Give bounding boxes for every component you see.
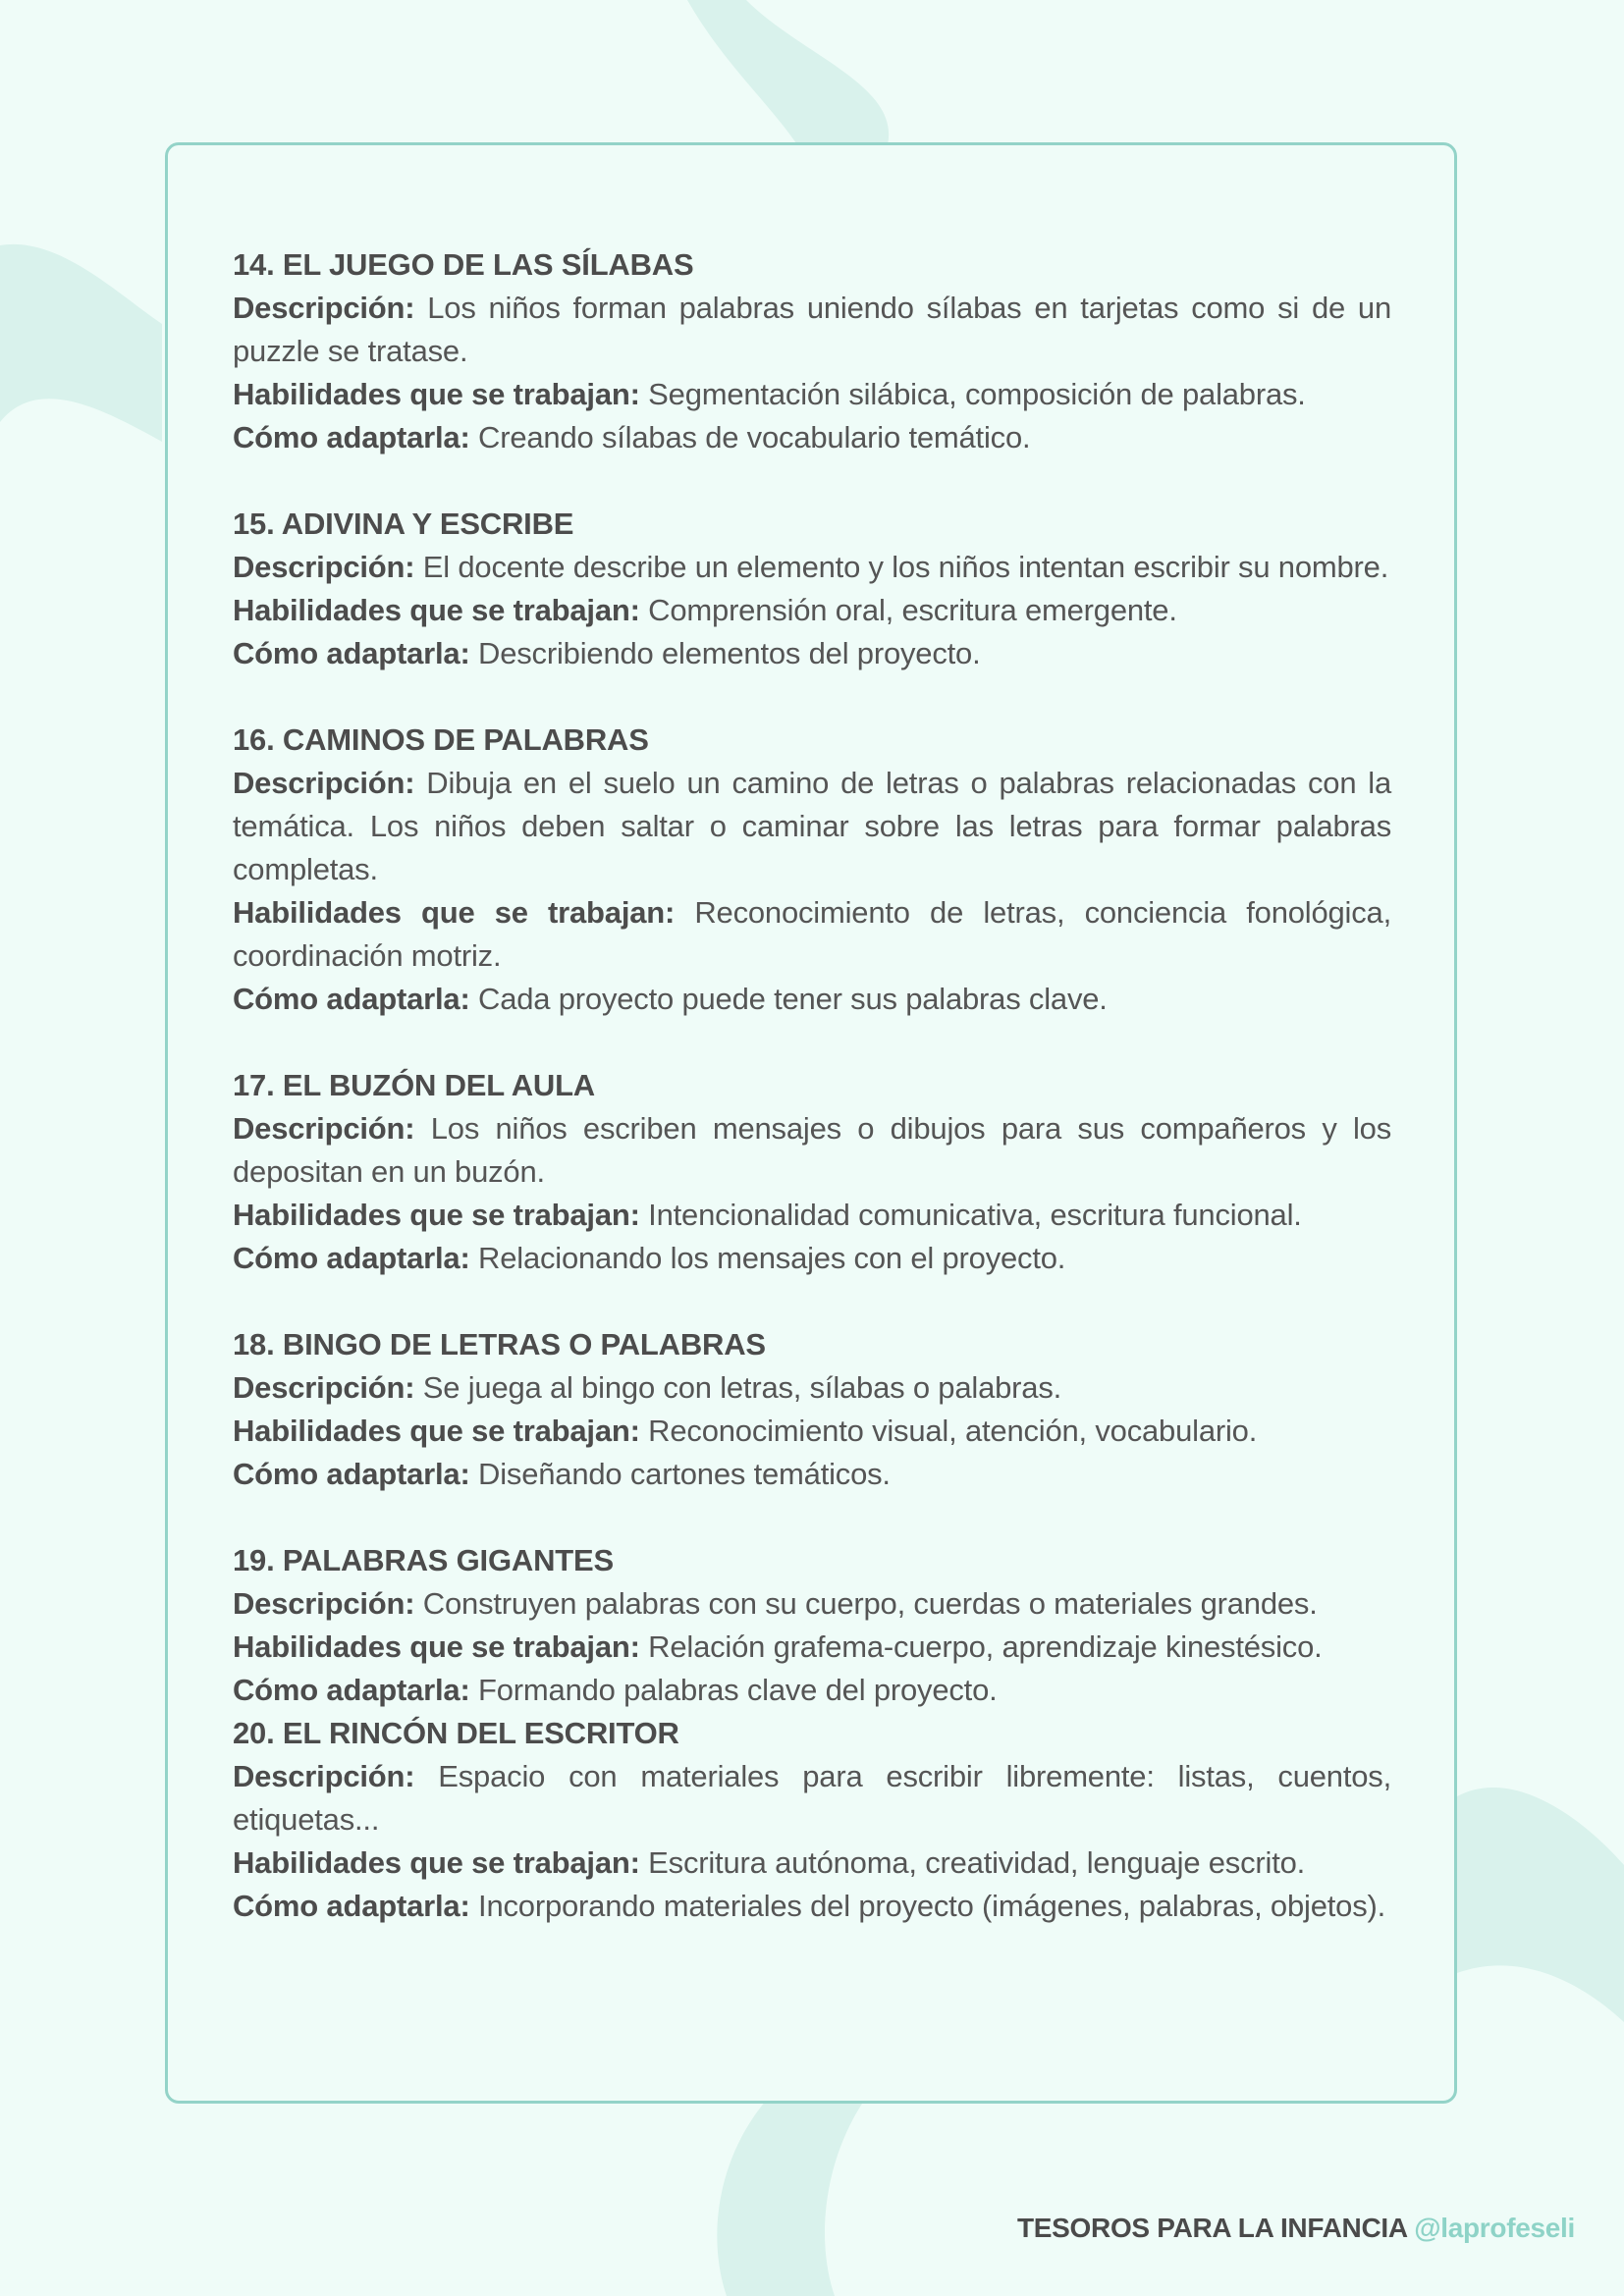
adapt-label: Cómo adaptarla: bbox=[233, 1673, 470, 1707]
activity-adapt bbox=[233, 1237, 1391, 1280]
adapt-text: Relacionando los mensajes con el proyecto. bbox=[478, 1241, 1066, 1275]
skills-label: Habilidades que se trabajan: bbox=[233, 377, 640, 411]
skills-text: Comprensión oral, escritura emergente. bbox=[648, 593, 1177, 627]
activity-description bbox=[233, 762, 1391, 891]
description-text: Los niños escriben mensajes o dibujos para sus compañeros y los depositan en un buzón. bbox=[233, 1111, 1392, 1189]
description-text: Espacio con materiales para escribir libremente: listas, cuentos, etiquetas... bbox=[233, 1759, 1391, 1837]
description-text: Se juega al bingo con letras, sílabas o palabras. bbox=[422, 1370, 1062, 1405]
activity-description bbox=[233, 1366, 1391, 1410]
activity-skills bbox=[233, 589, 1391, 632]
skills-label: Habilidades que se trabajan: bbox=[233, 895, 676, 930]
activity-description bbox=[233, 1107, 1391, 1194]
skills-text: Reconocimiento visual, atención, vocabulario. bbox=[648, 1414, 1258, 1448]
activity-description bbox=[233, 546, 1391, 589]
activity-skills bbox=[233, 891, 1391, 978]
adapt-text: Formando palabras clave del proyecto. bbox=[478, 1673, 998, 1707]
activity-18 bbox=[233, 1323, 1391, 1496]
activity-15 bbox=[233, 503, 1391, 675]
activity-title: 16. CAMINOS DE PALABRAS bbox=[233, 722, 649, 757]
skills-text: Segmentación silábica, composición de palabras. bbox=[648, 377, 1306, 411]
activity-title: 17. EL BUZÓN DEL AULA bbox=[233, 1068, 595, 1102]
activity-description bbox=[233, 287, 1391, 373]
activity-description bbox=[233, 1755, 1391, 1842]
skills-text: Intencionalidad comunicativa, escritura funcional. bbox=[648, 1198, 1302, 1232]
description-text: Dibuja en el suelo un camino de letras o palabras relacionadas con la temática. Los niños deben saltar o caminar sobre las letras para formar palabras completas. bbox=[233, 766, 1391, 886]
activity-17 bbox=[233, 1064, 1391, 1280]
description-label: Descripción: bbox=[233, 291, 415, 325]
activity-skills bbox=[233, 373, 1391, 416]
skills-label: Habilidades que se trabajan: bbox=[233, 1845, 640, 1880]
activity-adapt bbox=[233, 632, 1391, 675]
skills-label: Habilidades que se trabajan: bbox=[233, 1414, 640, 1448]
description-label: Descripción: bbox=[233, 1759, 415, 1793]
description-label: Descripción: bbox=[233, 1370, 415, 1405]
adapt-label: Cómo adaptarla: bbox=[233, 1889, 470, 1923]
skills-label: Habilidades que se trabajan: bbox=[233, 593, 640, 627]
activity-20 bbox=[233, 1712, 1391, 1928]
adapt-text: Creando sílabas de vocabulario temático. bbox=[478, 420, 1031, 454]
activity-skills bbox=[233, 1626, 1391, 1669]
activity-title: 20. EL RINCÓN DEL ESCRITOR bbox=[233, 1716, 679, 1750]
description-label: Descripción: bbox=[233, 1111, 415, 1146]
adapt-label: Cómo adaptarla: bbox=[233, 420, 470, 454]
activity-14 bbox=[233, 243, 1391, 459]
activity-adapt bbox=[233, 978, 1391, 1021]
footer-handle: @laprofeseli bbox=[1414, 2213, 1575, 2243]
activity-list bbox=[233, 243, 1391, 1971]
adapt-label: Cómo adaptarla: bbox=[233, 636, 470, 670]
adapt-text: Cada proyecto puede tener sus palabras clave. bbox=[478, 982, 1108, 1016]
description-text: Construyen palabras con su cuerpo, cuerdas o materiales grandes. bbox=[422, 1586, 1318, 1621]
activity-skills bbox=[233, 1842, 1391, 1885]
activity-skills bbox=[233, 1194, 1391, 1237]
skills-text: Relación grafema-cuerpo, aprendizaje kinestésico. bbox=[648, 1629, 1323, 1664]
skills-label: Habilidades que se trabajan: bbox=[233, 1629, 640, 1664]
skills-text: Escritura autónoma, creatividad, lenguaje escrito. bbox=[648, 1845, 1306, 1880]
footer-brand: TESOROS PARA LA INFANCIA bbox=[1017, 2213, 1407, 2243]
adapt-text: Describiendo elementos del proyecto. bbox=[478, 636, 981, 670]
page-footer bbox=[1017, 2213, 1575, 2244]
activity-description bbox=[233, 1582, 1391, 1626]
adapt-label: Cómo adaptarla: bbox=[233, 982, 470, 1016]
activity-title: 15. ADIVINA Y ESCRIBE bbox=[233, 507, 574, 541]
activity-adapt bbox=[233, 1669, 1391, 1712]
skills-text: Reconocimiento de letras, conciencia fonológica, coordinación motriz. bbox=[233, 895, 1391, 973]
adapt-text: Incorporando materiales del proyecto (imágenes, palabras, objetos). bbox=[478, 1889, 1386, 1923]
activity-16 bbox=[233, 719, 1391, 1021]
activity-adapt bbox=[233, 1885, 1391, 1928]
activity-title: 14. EL JUEGO DE LAS SÍLABAS bbox=[233, 247, 694, 282]
activity-adapt bbox=[233, 1453, 1391, 1496]
activity-skills bbox=[233, 1410, 1391, 1453]
skills-label: Habilidades que se trabajan: bbox=[233, 1198, 640, 1232]
adapt-label: Cómo adaptarla: bbox=[233, 1241, 470, 1275]
description-label: Descripción: bbox=[233, 550, 415, 584]
description-label: Descripción: bbox=[233, 1586, 415, 1621]
adapt-text: Diseñando cartones temáticos. bbox=[478, 1457, 891, 1491]
adapt-label: Cómo adaptarla: bbox=[233, 1457, 470, 1491]
activity-19 bbox=[233, 1539, 1391, 1712]
activity-title: 18. BINGO DE LETRAS O PALABRAS bbox=[233, 1327, 766, 1362]
description-label: Descripción: bbox=[233, 766, 415, 800]
activity-title: 19. PALABRAS GIGANTES bbox=[233, 1543, 614, 1577]
description-text: Los niños forman palabras uniendo sílabas en tarjetas como si de un puzzle se tratase. bbox=[233, 291, 1391, 368]
activity-adapt bbox=[233, 416, 1391, 459]
description-text: El docente describe un elemento y los niños intentan escribir su nombre. bbox=[422, 550, 1389, 584]
